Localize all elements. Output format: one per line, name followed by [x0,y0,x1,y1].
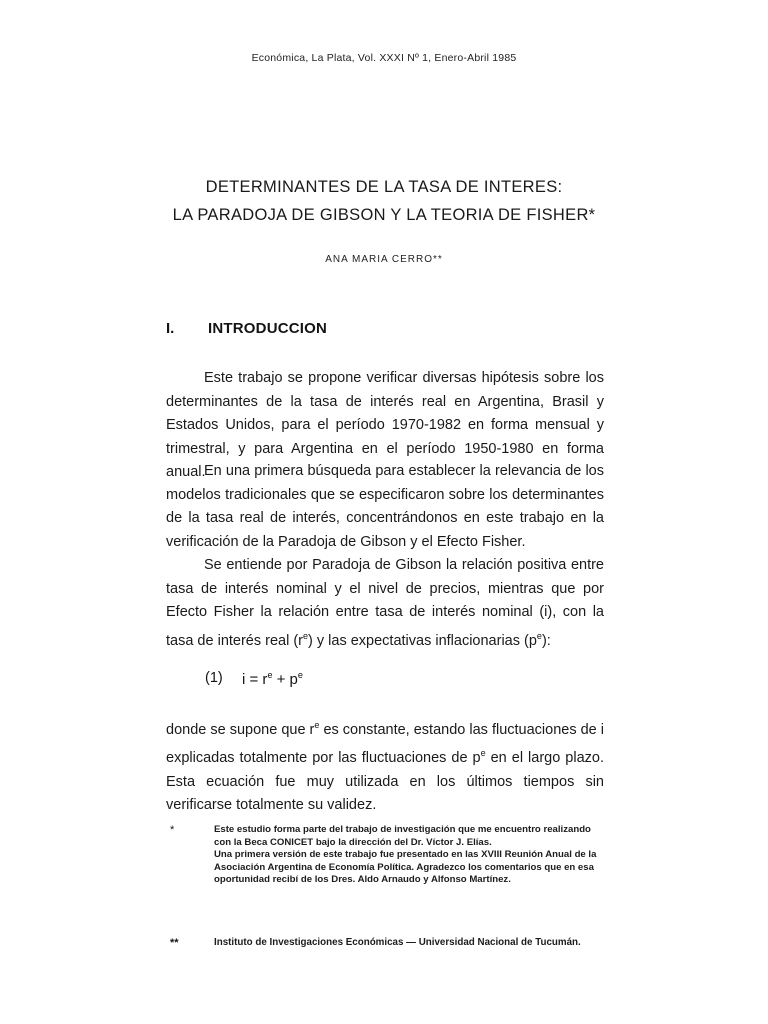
section-number: I. [166,320,175,337]
equation-sup-2: e [297,670,303,680]
paragraph-4-text-b: es constante, estando las fluctuaciones de i explicadas totalmente por las fluctuaciones de p [166,721,605,767]
paragraph-3-text-b: ) y las expectativas inflacionarias (p [308,632,537,649]
paragraph-3-sup-1: e [303,630,309,641]
equation [242,670,303,688]
equation-mid: + p [272,671,298,688]
paragraph-4 [166,714,604,818]
paragraph-3 [166,554,604,653]
equation-number: (1) [205,670,223,686]
footnote-1-line-1: Este estudio forma parte del trabajo de investigación que me encuentro realizando con la Beca CONICET bajo la dirección del Dr. Víctor J. Elías. [214,824,591,848]
journal-header: Económica, La Plata, Vol. XXXI Nº 1, Enero-Abril 1985 [251,52,517,64]
equation-lhs: i = r [242,671,268,688]
paragraph-3-sup-2: e [536,630,542,641]
paragraph-2: En una primera búsqueda para establecer la relevancia de los modelos tradicionales que se especificaron sobre los determinantes de la tasa real de interés, concentrándonos en este trabajo en la verificación de la Paradoja de Gibson y el Efecto Fisher. [166,463,604,550]
article-title-line-1: DETERMINANTES DE LA TASA DE INTERES: [205,178,563,196]
paragraph-3-text-a: Se entiende por Paradoja de Gibson la relación positiva entre tasa de interés nominal y el nivel de precios, mientras que por Efecto Fisher la relación entre tasa de interés nominal (i), con la tasa de interés real (r [166,557,604,649]
section-title: INTRODUCCION [208,320,328,337]
paragraph-4-text-c: en el largo plazo. Esta ecuación fue muy utilizada en los últimos tiempos sin verificarse totalmente su validez. [166,750,604,814]
footnote-marker-1: * [170,824,175,836]
paragraph-3-text-c: ): [541,632,551,649]
paragraph-4-text-a: donde se supone que r [166,721,315,738]
paragraph-4-sup-1: e [314,720,320,730]
footnote-2: Instituto de Investigaciones Económicas — Universidad Nacional de Tucumán. [214,937,581,948]
footnote-1 [214,824,609,887]
footnote-1-line-2: Una primera versión de este trabajo fue presentado en las XVIII Reunión Anual de la Asociación Argentina de Economía Política. Agradezco los comentarios que en esa oportunidad recibí de los Dres. Aldo Arnaudo y Alfonso Martínez. [214,849,597,886]
footnote-marker-2: ** [170,937,179,949]
paragraph-4-sup-2: e [480,748,486,759]
paragraph-1: Este trabajo se propone verificar diversas hipótesis sobre los determinantes de la tasa de interés real en Argentina, Brasil y Estados Unidos, para el período 1970-1982 en forma mensual y trimestral, y para Argentina en el período 1950-1980 en forma anual. [166,370,604,480]
article-title-line-2: LA PARADOJA DE GIBSON Y LA TEORIA DE FISHER* [172,206,596,224]
equation-sup-1: e [267,670,273,680]
author-name: ANA MARIA CERRO** [325,254,443,265]
